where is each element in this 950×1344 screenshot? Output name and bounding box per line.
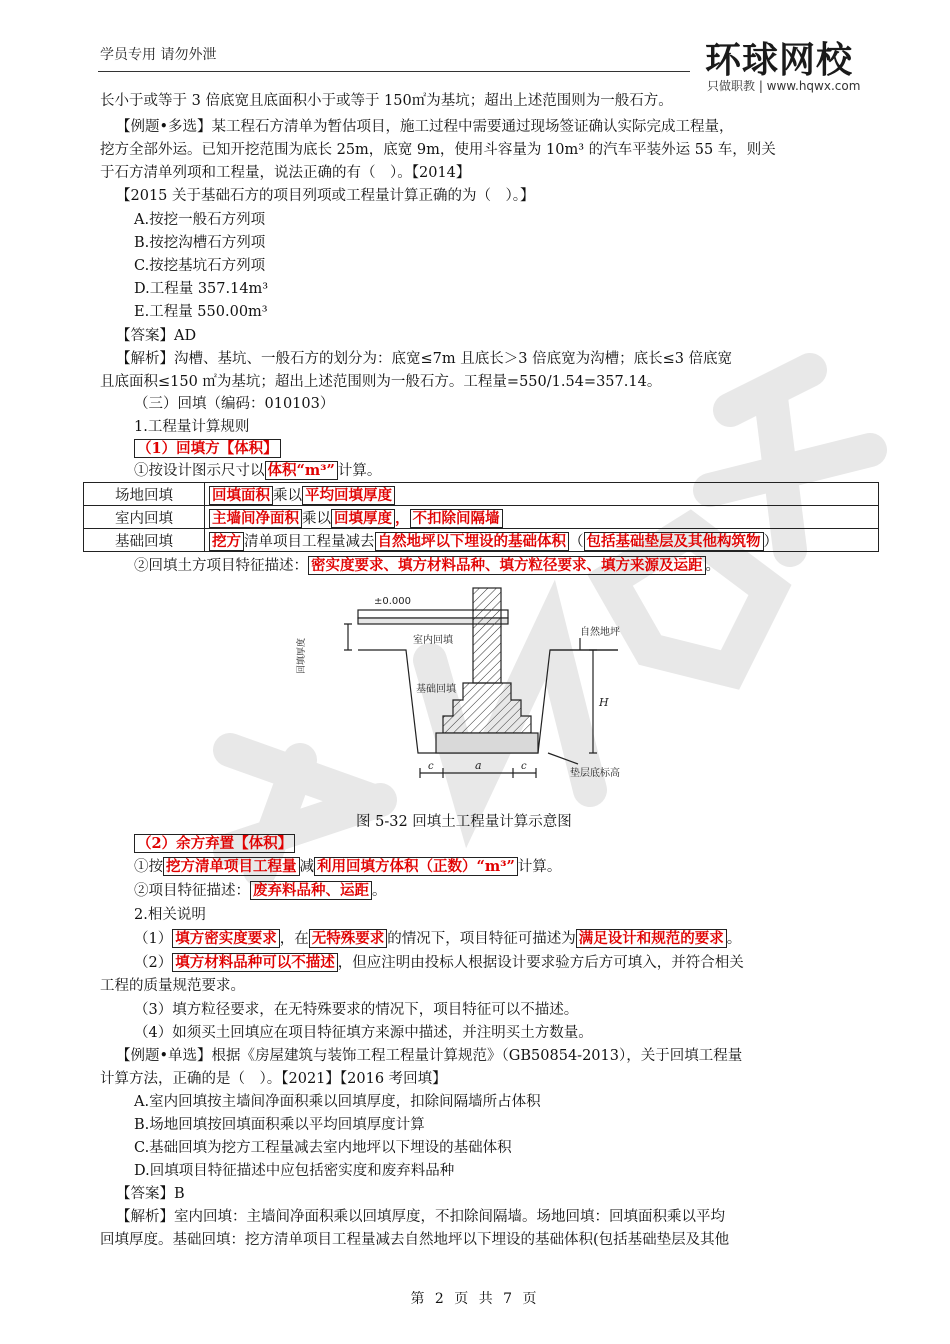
stepped-foundation xyxy=(443,683,531,733)
row-rule xyxy=(205,506,879,529)
boxed-highlight: （2）余方弃置【体积】 xyxy=(134,834,295,853)
row-label: 基础回填 xyxy=(84,529,205,552)
rule-text: 计算。 xyxy=(337,463,382,479)
boxed-highlight: 填方材料品种可以不描述 xyxy=(172,953,338,972)
analysis-line: 且底面积≤150 ㎡为基坑；超出上述范围则为一般石方。工程量=550/1.54=357.14。 xyxy=(100,374,662,390)
page-number: 第 2 页 共 7 页 xyxy=(410,1291,540,1307)
rule-text: 清单项目工程量减去 xyxy=(244,533,375,550)
example-question-line: 计算方法，正确的是（ ）。【2021】【2016 考回填】 xyxy=(100,1071,447,1087)
logo-text: 环球网校 xyxy=(705,40,854,81)
example-question-line: 于石方清单列项和工程量，说法正确的有（ ）。【2014】 xyxy=(100,165,471,181)
header-divider xyxy=(98,71,690,72)
backfill-rules-table xyxy=(83,482,879,552)
label-H: H xyxy=(599,696,609,709)
option-a: A.室内回填按主墙间净面积乘以回填厚度，扣除间隔墙所占体积 xyxy=(134,1094,541,1110)
answer: 【答案】AD xyxy=(116,328,197,344)
rule-text: （1） xyxy=(134,931,173,947)
rule-line xyxy=(134,882,387,902)
boxed-highlight: 利用回填方体积（正数）“m³” xyxy=(314,857,518,876)
subsection-title: 2.相关说明 xyxy=(134,907,206,923)
label-cushion-bottom: 垫层底标高 xyxy=(570,768,620,779)
boxed-highlight: 包括基础垫层及其他构筑物 xyxy=(584,532,764,551)
analysis-line: 回填厚度。基础回填：挖方清单项目工程量减去自然地坪以下埋设的基础体积(包括基础垫层及其他 xyxy=(100,1232,730,1248)
option-a: A.按挖一般石方列项 xyxy=(134,212,266,228)
row-rule xyxy=(205,529,879,552)
row-rule xyxy=(205,483,879,506)
feature-line xyxy=(134,557,720,577)
rule-text: 乘以 xyxy=(273,487,302,504)
note-line xyxy=(134,930,741,950)
rule-text: ， xyxy=(395,509,410,527)
answer: 【答案】B xyxy=(116,1186,185,1202)
note-line: （4）如须买土回填应在项目特征填方来源中描述，并注明买土方数量。 xyxy=(134,1025,593,1041)
boxed-highlight: 挖方清单项目工程量 xyxy=(163,857,300,876)
foundation-cushion xyxy=(436,733,538,753)
figure-caption: 图 5-32 回填土工程量计算示意图 xyxy=(356,814,572,830)
rule-text: ①按设计图示尺寸以 xyxy=(134,463,265,479)
sub-heading-backfill xyxy=(134,440,281,460)
boxed-highlight: 不扣除间隔墙 xyxy=(410,509,503,528)
table-row xyxy=(84,529,879,552)
example-question-line: 【2015 关于基础石方的项目列项或工程量计算正确的为（ ）。】 xyxy=(116,188,535,204)
section-title: （三）回填（编码：010103） xyxy=(134,396,335,412)
boxed-highlight: 无特殊要求 xyxy=(309,929,388,948)
analysis-line: 【解析】沟槽、基坑、一般石方的划分为：底宽≤7m 且底长＞3 倍底宽为沟槽；底长≤3 倍底宽 xyxy=(116,351,733,367)
boxed-highlight: 满足设计和规范的要求 xyxy=(576,929,727,948)
rule-text: ，在 xyxy=(279,931,309,947)
dimension-H xyxy=(589,650,597,753)
option-d: D.回填项目特征描述中应包括密实度和废弃料品种 xyxy=(134,1163,455,1179)
label-c-left: c xyxy=(428,761,434,772)
sub-heading-spoil xyxy=(134,835,295,855)
label-c-right: c xyxy=(521,761,527,772)
label-foundation-backfill: 基础回填 xyxy=(416,684,456,695)
label-natural-ground: 自然地坪 xyxy=(580,627,620,638)
boxed-highlight: 平均回填厚度 xyxy=(302,486,395,505)
rule-text: 。 xyxy=(726,931,742,947)
option-d: D.工程量 357.14m³ xyxy=(134,281,269,297)
option-b: B.场地回填按回填面积乘以平均回填厚度计算 xyxy=(134,1117,425,1133)
row-label: 场地回填 xyxy=(84,483,205,506)
rule-line xyxy=(134,462,381,482)
option-c: C.基础回填为挖方工程量减去室内地坪以下埋设的基础体积 xyxy=(134,1140,512,1156)
logo-tagline: 只做职教 | www.hqwx.com xyxy=(707,79,861,93)
boxed-highlight: 填方密实度要求 xyxy=(172,929,280,948)
boxed-highlight: 主墙间净面积 xyxy=(209,509,302,528)
rule-text: 减 xyxy=(299,859,314,875)
table-row xyxy=(84,506,879,529)
dimension-thickness xyxy=(344,624,352,650)
rule-text: ②项目特征描述： xyxy=(134,883,250,899)
example-question-line: 【例题•单选】根据《房屋建筑与装饰工程工程量计算规范》（GB50854-2013），关于回填工程量 xyxy=(116,1048,743,1064)
leader-base xyxy=(548,753,578,764)
rule-text: ） xyxy=(763,533,778,550)
boxed-highlight: 体积“m³” xyxy=(265,461,338,480)
option-c: C.按挖基坑石方列项 xyxy=(134,258,266,274)
wall xyxy=(473,588,501,683)
option-e: E.工程量 550.00m³ xyxy=(134,304,268,320)
subsection-title: 1.工程量计算规则 xyxy=(134,419,250,435)
table-row xyxy=(84,483,879,506)
example-question-line: 【例题•多选】某工程石方清单为暂估项目，施工过程中需要通过现场签证确认实际完成工程量， xyxy=(116,119,734,135)
brand-logo xyxy=(705,32,875,94)
note-line: （3）填方粒径要求，在无特殊要求的情况下，项目特征可以不描述。 xyxy=(134,1002,579,1018)
label-thickness: 回填厚度 xyxy=(297,637,307,674)
note-line: 工程的质量规范要求。 xyxy=(100,978,245,994)
boxed-highlight: （1）回填方【体积】 xyxy=(134,439,281,458)
boxed-highlight: 挖方 xyxy=(209,532,244,551)
boxed-highlight: 自然地坪以下埋设的基础体积 xyxy=(375,532,570,551)
text-line: 长小于或等于 3 倍底宽且底面积小于或等于 150㎡为基坑；超出上述范围则为一般石方。 xyxy=(100,93,673,109)
option-b: B.按挖沟槽石方列项 xyxy=(134,235,266,251)
example-question-line: 挖方全部外运。已知开挖范围为底长 25m，底宽 9m，使用斗容量为 10m³ 的汽车平装外运 55 车，则关 xyxy=(100,142,776,158)
backfill-diagram xyxy=(297,588,648,788)
boxed-highlight: 回填面积 xyxy=(209,486,273,505)
row-label: 室内回填 xyxy=(84,506,205,529)
analysis-line: 【解析】室内回填：主墙间净面积乘以回填厚度，不扣除间隔墙。场地回填：回填面积乘以平均 xyxy=(116,1209,725,1225)
label-indoor-backfill: 室内回填 xyxy=(413,635,453,646)
rule-text: ，但应注明由投标人根据设计要求验方后方可填入，并符合相关 xyxy=(337,955,744,971)
label-a: a xyxy=(475,759,482,772)
rule-text: 。 xyxy=(705,558,720,574)
rule-text: 。 xyxy=(372,883,387,899)
rule-text: 计算。 xyxy=(517,859,562,875)
rule-text: （2） xyxy=(134,955,173,971)
rule-text: 乘以 xyxy=(302,510,331,527)
boxed-highlight: 密实度要求、填方材料品种、填方粒径要求、填方来源及运距 xyxy=(308,556,706,575)
rule-text: ①按 xyxy=(134,859,163,875)
rule-text: ②回填土方项目特征描述： xyxy=(134,558,308,574)
rule-line xyxy=(134,858,561,878)
boxed-highlight: 回填厚度 xyxy=(331,509,395,528)
label-zero-elevation: ±0.000 xyxy=(374,596,412,607)
boxed-highlight: 废弃料品种、运距 xyxy=(250,881,372,900)
header-notice: 学员专用 请勿外泄 xyxy=(100,47,217,63)
rule-text: （ xyxy=(569,533,584,550)
note-line xyxy=(134,954,744,974)
rule-text: 的情况下，项目特征可描述为 xyxy=(387,931,576,947)
